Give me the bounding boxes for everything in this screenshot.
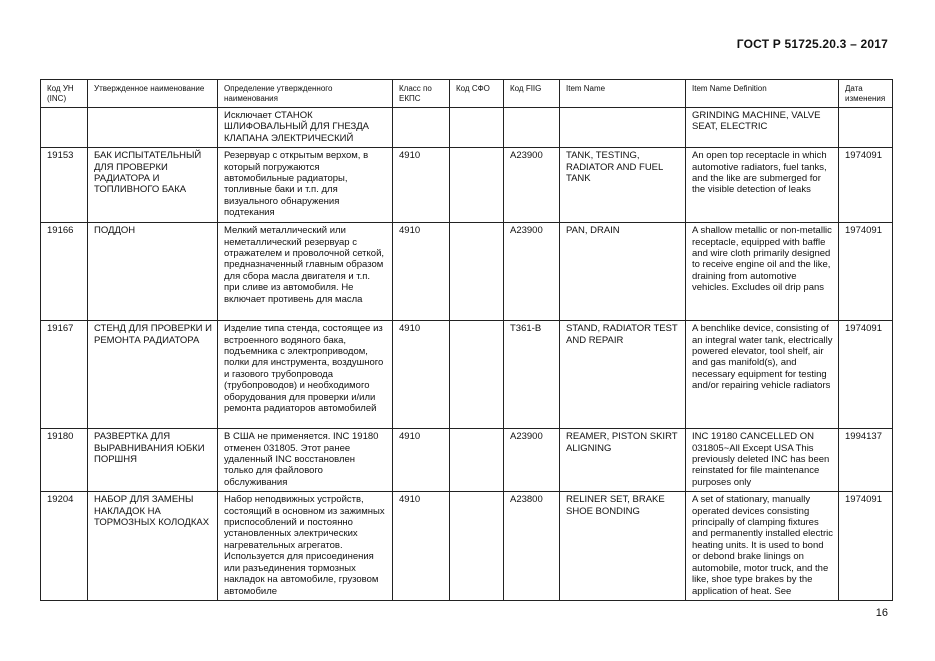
cell-fiig [504,108,560,148]
cell-item-definition: A shallow metallic or non-metallic receptacle, equipped with baffle and wire cloth primarily designed to receive engine oil and the like, draining from automotive vehicles. Excludes oil drip pans [686,223,839,321]
cell-date: 1974091 [839,223,893,321]
cell-item-definition: A set of stationary, manually operated devices consisting principally of clamping fixtures and permanently installed electric heating units. It is used to bond or debond brake linings on automobile, motor truck, and the like, shoe type brakes by the application of heat. See [686,492,839,601]
cell-fiig: T361-B [504,321,560,429]
cell-code: 19167 [41,321,88,429]
cell-sfo [450,108,504,148]
cell-fiig: A23900 [504,223,560,321]
cell-item-name: TANK, TESTING, RADIATOR AND FUEL TANK [560,148,686,223]
cell-date: 1994137 [839,429,893,492]
cell-sfo [450,223,504,321]
table-header-row [41,80,893,108]
cell-class: 4910 [393,429,450,492]
cell-date [839,108,893,148]
cell-class: 4910 [393,492,450,601]
cell-date: 1974091 [839,148,893,223]
header-item-name-definition: Item Name Definition [686,80,839,108]
cell-item-name: RELINER SET, BRAKE SHOE BONDING [560,492,686,601]
document-header: ГОСТ Р 51725.20.3 – 2017 [736,37,888,51]
table-row [41,108,893,148]
header-fiig-code: Код FIIG [504,80,560,108]
cell-name-ru [88,108,218,148]
header-approved-definition: Определение утвержденного наименования [218,80,393,108]
cell-fiig: A23900 [504,148,560,223]
header-code-un: Код УН (INC) [41,80,88,108]
cell-class: 4910 [393,321,450,429]
table-row [41,148,893,223]
cell-fiig: A23900 [504,429,560,492]
cell-item-definition: An open top receptacle in which automotive radiators, fuel tanks, and the like are submerged for the visible detection of leaks [686,148,839,223]
cell-definition-ru: Набор неподвижных устройств, состоящий в основном из зажимных приспособлений и постоянно установленных электрических нагревательных агрегатов. Используется для присоединения или разъединения тормозных накладок на автомобиле, грузовом автомобиле [218,492,393,601]
cell-sfo [450,321,504,429]
cell-code: 19153 [41,148,88,223]
cell-fiig: A23800 [504,492,560,601]
cell-sfo [450,492,504,601]
header-approved-name: Утвержденное наименование [88,80,218,108]
cell-item-definition: A benchlike device, consisting of an integral water tank, electrically powered elevator, tool shelf, air and gas manifold(s), and necessary equipment for testing and/or repairing vehicle radiators [686,321,839,429]
cell-definition-ru: Мелкий металлический или неметаллический резервуар с отражателем и проволочной сеткой, предназначенный главным образом для сбора масла двигателя и т.п. при сливе из автомобиля. Не включает противень для масла [218,223,393,321]
table-row [41,321,893,429]
cell-class [393,108,450,148]
header-item-name: Item Name [560,80,686,108]
cell-code [41,108,88,148]
cell-sfo [450,429,504,492]
cell-sfo [450,148,504,223]
cell-name-ru: СТЕНД ДЛЯ ПРОВЕРКИ И РЕМОНТА РАДИАТОРА [88,321,218,429]
cell-name-ru: НАБОР ДЛЯ ЗАМЕНЫ НАКЛАДОК НА ТОРМОЗНЫХ КОЛОДКАХ [88,492,218,601]
cell-name-ru: РАЗВЕРТКА ДЛЯ ВЫРАВНИВАНИЯ ЮБКИ ПОРШНЯ [88,429,218,492]
cell-definition-ru: В США не применяется. INC 19180 отменен 031805. Этот ранее удаленный INC восстановлен только для файлового обслуживания [218,429,393,492]
cell-code: 19166 [41,223,88,321]
nomenclature-table [40,79,893,601]
cell-date: 1974091 [839,492,893,601]
cell-definition-ru: Исключает СТАНОК ШЛИФОВАЛЬНЫЙ ДЛЯ ГНЕЗДА КЛАПАНА ЭЛЕКТРИЧЕСКИЙ [218,108,393,148]
cell-item-definition: INC 19180 CANCELLED ON 031805~All Except USA This previously deleted INC has been reinstated for file maintenance purposes only [686,429,839,492]
header-ekps-class: Класс по ЕКПС [393,80,450,108]
table-row [41,429,893,492]
table-row [41,223,893,321]
header-change-date: Дата изменения [839,80,893,108]
cell-item-name: PAN, DRAIN [560,223,686,321]
cell-item-name [560,108,686,148]
cell-name-ru: БАК ИСПЫТАТЕЛЬНЫЙ ДЛЯ ПРОВЕРКИ РАДИАТОРА И ТОПЛИВНОГО БАКА [88,148,218,223]
header-sfo-code: Код СФО [450,80,504,108]
cell-code: 19204 [41,492,88,601]
table-row [41,492,893,601]
cell-definition-ru: Резервуар с открытым верхом, в который погружаются автомобильные радиаторы, топливные баки и т.п. для визуального обнаружения подтекания [218,148,393,223]
cell-class: 4910 [393,148,450,223]
cell-item-name: STAND, RADIATOR TEST AND REPAIR [560,321,686,429]
cell-item-definition: GRINDING MACHINE, VALVE SEAT, ELECTRIC [686,108,839,148]
cell-name-ru: ПОДДОН [88,223,218,321]
cell-item-name: REAMER, PISTON SKIRT ALIGNING [560,429,686,492]
cell-date: 1974091 [839,321,893,429]
page-number: 16 [875,607,888,619]
cell-code: 19180 [41,429,88,492]
cell-class: 4910 [393,223,450,321]
cell-definition-ru: Изделие типа стенда, состоящее из встроенного водяного бака, подъемника с электроприводом, полки для инструмента, воздушного и газового трубопровода (трубопроводов) и необходимого оборудования для проверки и/или ремонта радиаторов автомобилей [218,321,393,429]
